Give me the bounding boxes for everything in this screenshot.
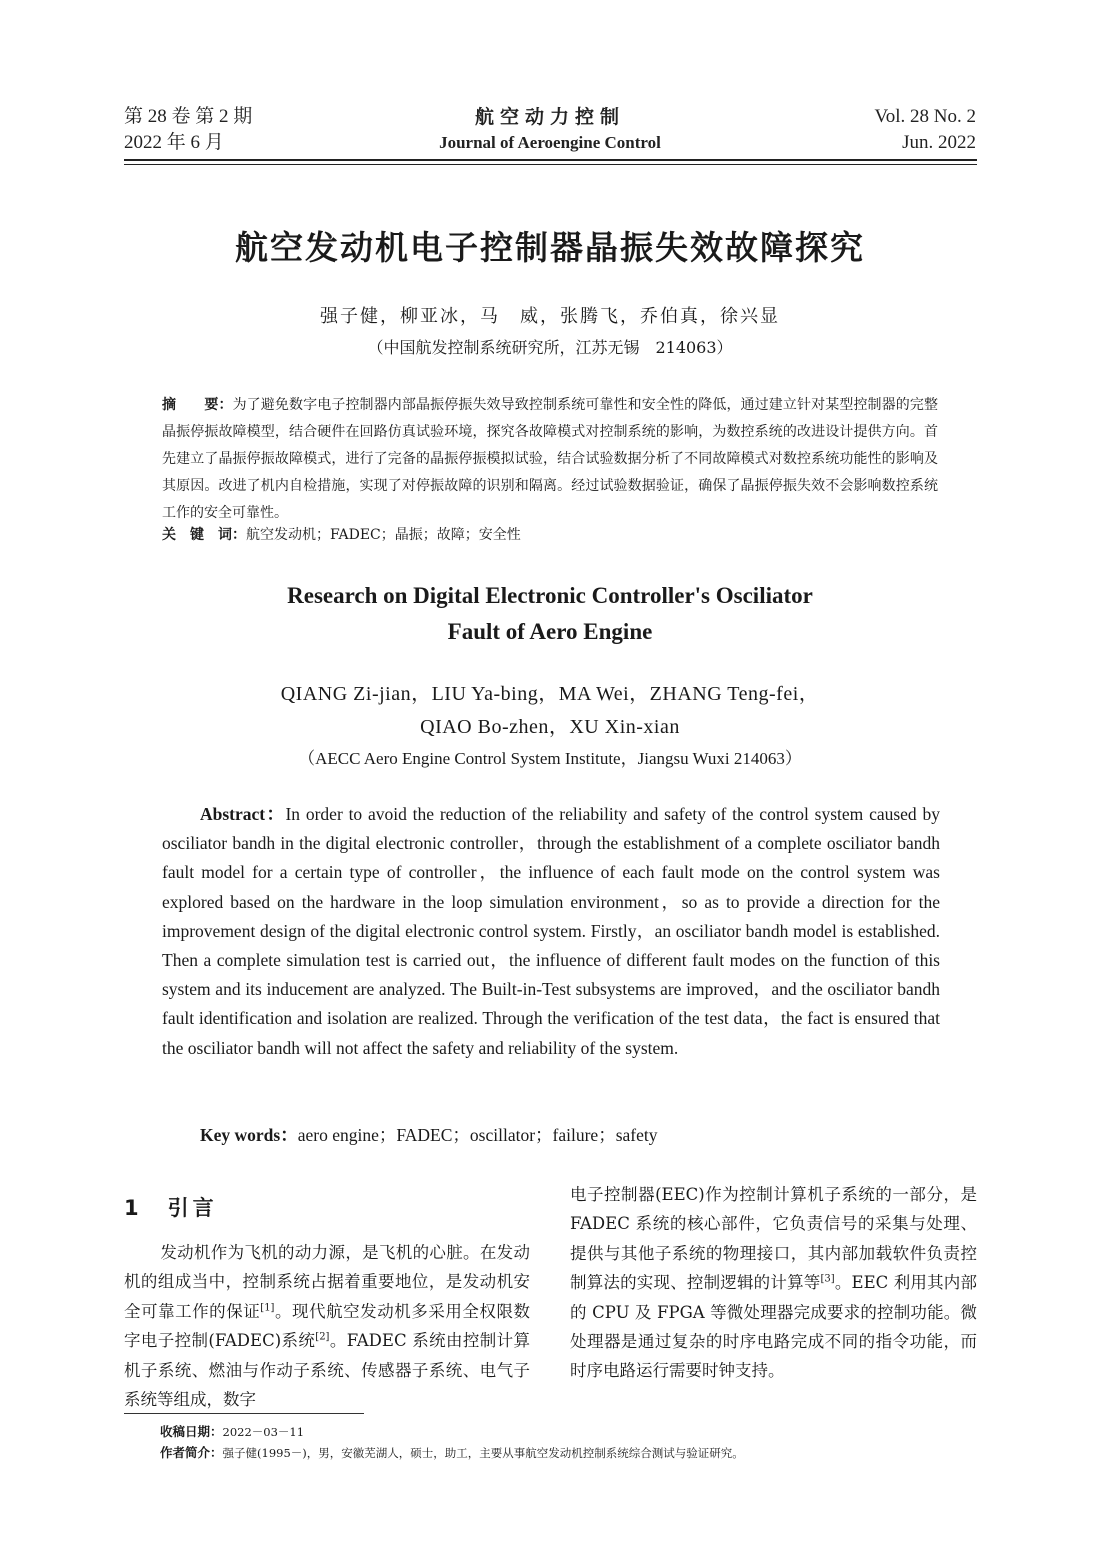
footnote-author <box>160 1444 744 1462</box>
author-bio: 强子健(1995－)，男，安徽芜湖人，硕士，助工，主要从事航空发动机控制系统综合测试与验证研究。 <box>222 1446 744 1460</box>
footnote-received <box>160 1423 304 1441</box>
header-date-cn: 2022 年 6 月 <box>124 132 224 153</box>
title-en-line2: Fault of Aero Engine <box>447 619 653 644</box>
header-vol-en <box>874 104 976 156</box>
abstract-cn-text: 为了避免数字电子控制器内部晶振停振失效导致控制系统可靠性和安全性的降低，通过建立针对某型控制器的完整晶振停振故障模型，结合硬件在回路仿真试验环境，探究各故障模式对控制系统的影响，为数控系统的改进设计提供方向。首先建立了晶振停振故障模式，进行了完备的晶振停振模拟试验，结合试验数据分析了不同故障模式对数控系统功能性的影响及其原因。改进了机内自检措施，实现了对停振故障的识别和隔离。经过试验数据验证，确保了晶振停振失效不会影响数控系统工作的安全可靠性。 <box>162 397 939 521</box>
affiliation-cn: （中国航发控制系统研究所，江苏无锡 214063） <box>367 338 733 357</box>
header-volume-issue: 第 28 卷 第 2 期 <box>124 106 253 127</box>
header-journal <box>380 104 720 156</box>
header-rule-thin <box>124 164 977 165</box>
header-volume-info <box>124 104 252 156</box>
authors-en-line1: QIANG Zi-jian，LIU Ya-bing，MA Wei，ZHANG Teng-fei， <box>280 683 820 705</box>
journal-name-cn: 航空动力控制 <box>474 106 625 128</box>
header-date-en: Jun. 2022 <box>902 132 976 153</box>
body-column-left <box>124 1238 530 1414</box>
abstract-cn <box>162 392 938 527</box>
intro-text-1: 发动机作为飞机的动力源，是飞机的心脏。在发动机的组成当中，控制系统占据着重要地位，是发动机安全可靠工作的保证 <box>124 1243 530 1321</box>
title-en-line1: Research on Digital Electronic Controller's Osciliator <box>287 583 813 608</box>
keywords-en-label: Key words： <box>200 1125 298 1145</box>
received-label: 收稿日期： <box>160 1424 223 1439</box>
title-cn: 航空发动机电子控制器晶振失效故障探究 <box>235 228 865 267</box>
keywords-cn <box>162 522 938 549</box>
journal-name-en: Journal of Aeroengine Control <box>439 133 661 152</box>
keywords-cn-text: 航空发动机；FADEC；晶振；故障；安全性 <box>246 527 521 543</box>
authors-en <box>150 678 950 744</box>
keywords-en <box>200 1121 940 1150</box>
intro-text-2: 。现代航空发动机多采用全权限数字电子控制(FADEC)系统 <box>124 1301 531 1351</box>
authors-cn: 强子健，柳亚冰，马 威，张腾飞，乔伯真，徐兴显 <box>320 306 780 327</box>
keywords-en-text: aero engine；FADEC；oscillator；failure；safety <box>297 1125 658 1145</box>
intro-text-3: 。FADEC 系统由控制计算机子系统、燃油与作动子系统、传感器子系统、电气子系统等组成，数字 <box>124 1331 531 1410</box>
footnote-rule <box>124 1413 364 1414</box>
intro-text-4: 电子控制器(EEC)作为控制计算机子系统的一部分，是 FADEC 系统的核心部件，它负责信号的采集与处理、提供与其他子系统的物理接口，其内部加载软件负责控制算法的实现、控制逻辑的计算等 <box>570 1185 977 1293</box>
affiliation-en: （AECC Aero Engine Control System Institute，Jiangsu Wuxi 214063） <box>298 749 802 768</box>
author-bio-label: 作者简介： <box>160 1445 223 1460</box>
title-en <box>150 578 950 650</box>
section-heading-intro: 1 引言 <box>124 1196 218 1220</box>
received-date: 2022－03－11 <box>222 1425 305 1439</box>
abstract-cn-label: 摘 要： <box>162 397 233 413</box>
authors-en-line2: QIAO Bo-zhen，XU Xin-xian <box>420 716 680 738</box>
abstract-en-text: In order to avoid the reduction of the reliability and safety of the control system caused by osciliator bandh in the digital electronic controller，through the establishment of a complete osciliator bandh fault model for a certain type of controller，the influence of each fault mode on the control system was explored based on the hardware in the loop simulation environment，so as to provide a direction for the improvement design of the digital electronic control system. Firstly，an osciliator bandh model is established. Then a complete simulation test is carried out，the influence of different fault modes on the function of this system and its inducement are analyzed. The Built-in-Test subsystems are improved，and the osciliator bandh fault identification and isolation are realized. Through the verification of the test data，the fact is ensured that the osciliator bandh will not affect the safety and reliability of the system. <box>162 804 940 1058</box>
header-vol-no: Vol. 28 No. 2 <box>874 106 976 127</box>
abstract-en-label: Abstract： <box>200 804 286 824</box>
body-column-right <box>570 1180 977 1386</box>
intro-text-5: 。EEC 利用其内部的 CPU 及 FPGA 等微处理器完成要求的控制功能。微处理器是通过复杂的时序电路完成不同的指令功能，而时序电路运行需要时钟支持。 <box>570 1273 978 1381</box>
citation-1: [1] <box>260 1302 275 1314</box>
citation-2: [2] <box>315 1331 330 1343</box>
citation-3: [3] <box>820 1273 835 1285</box>
keywords-cn-label: 关 键 词： <box>162 527 246 543</box>
abstract-en <box>162 800 940 1063</box>
header-rule-thick <box>124 159 977 161</box>
